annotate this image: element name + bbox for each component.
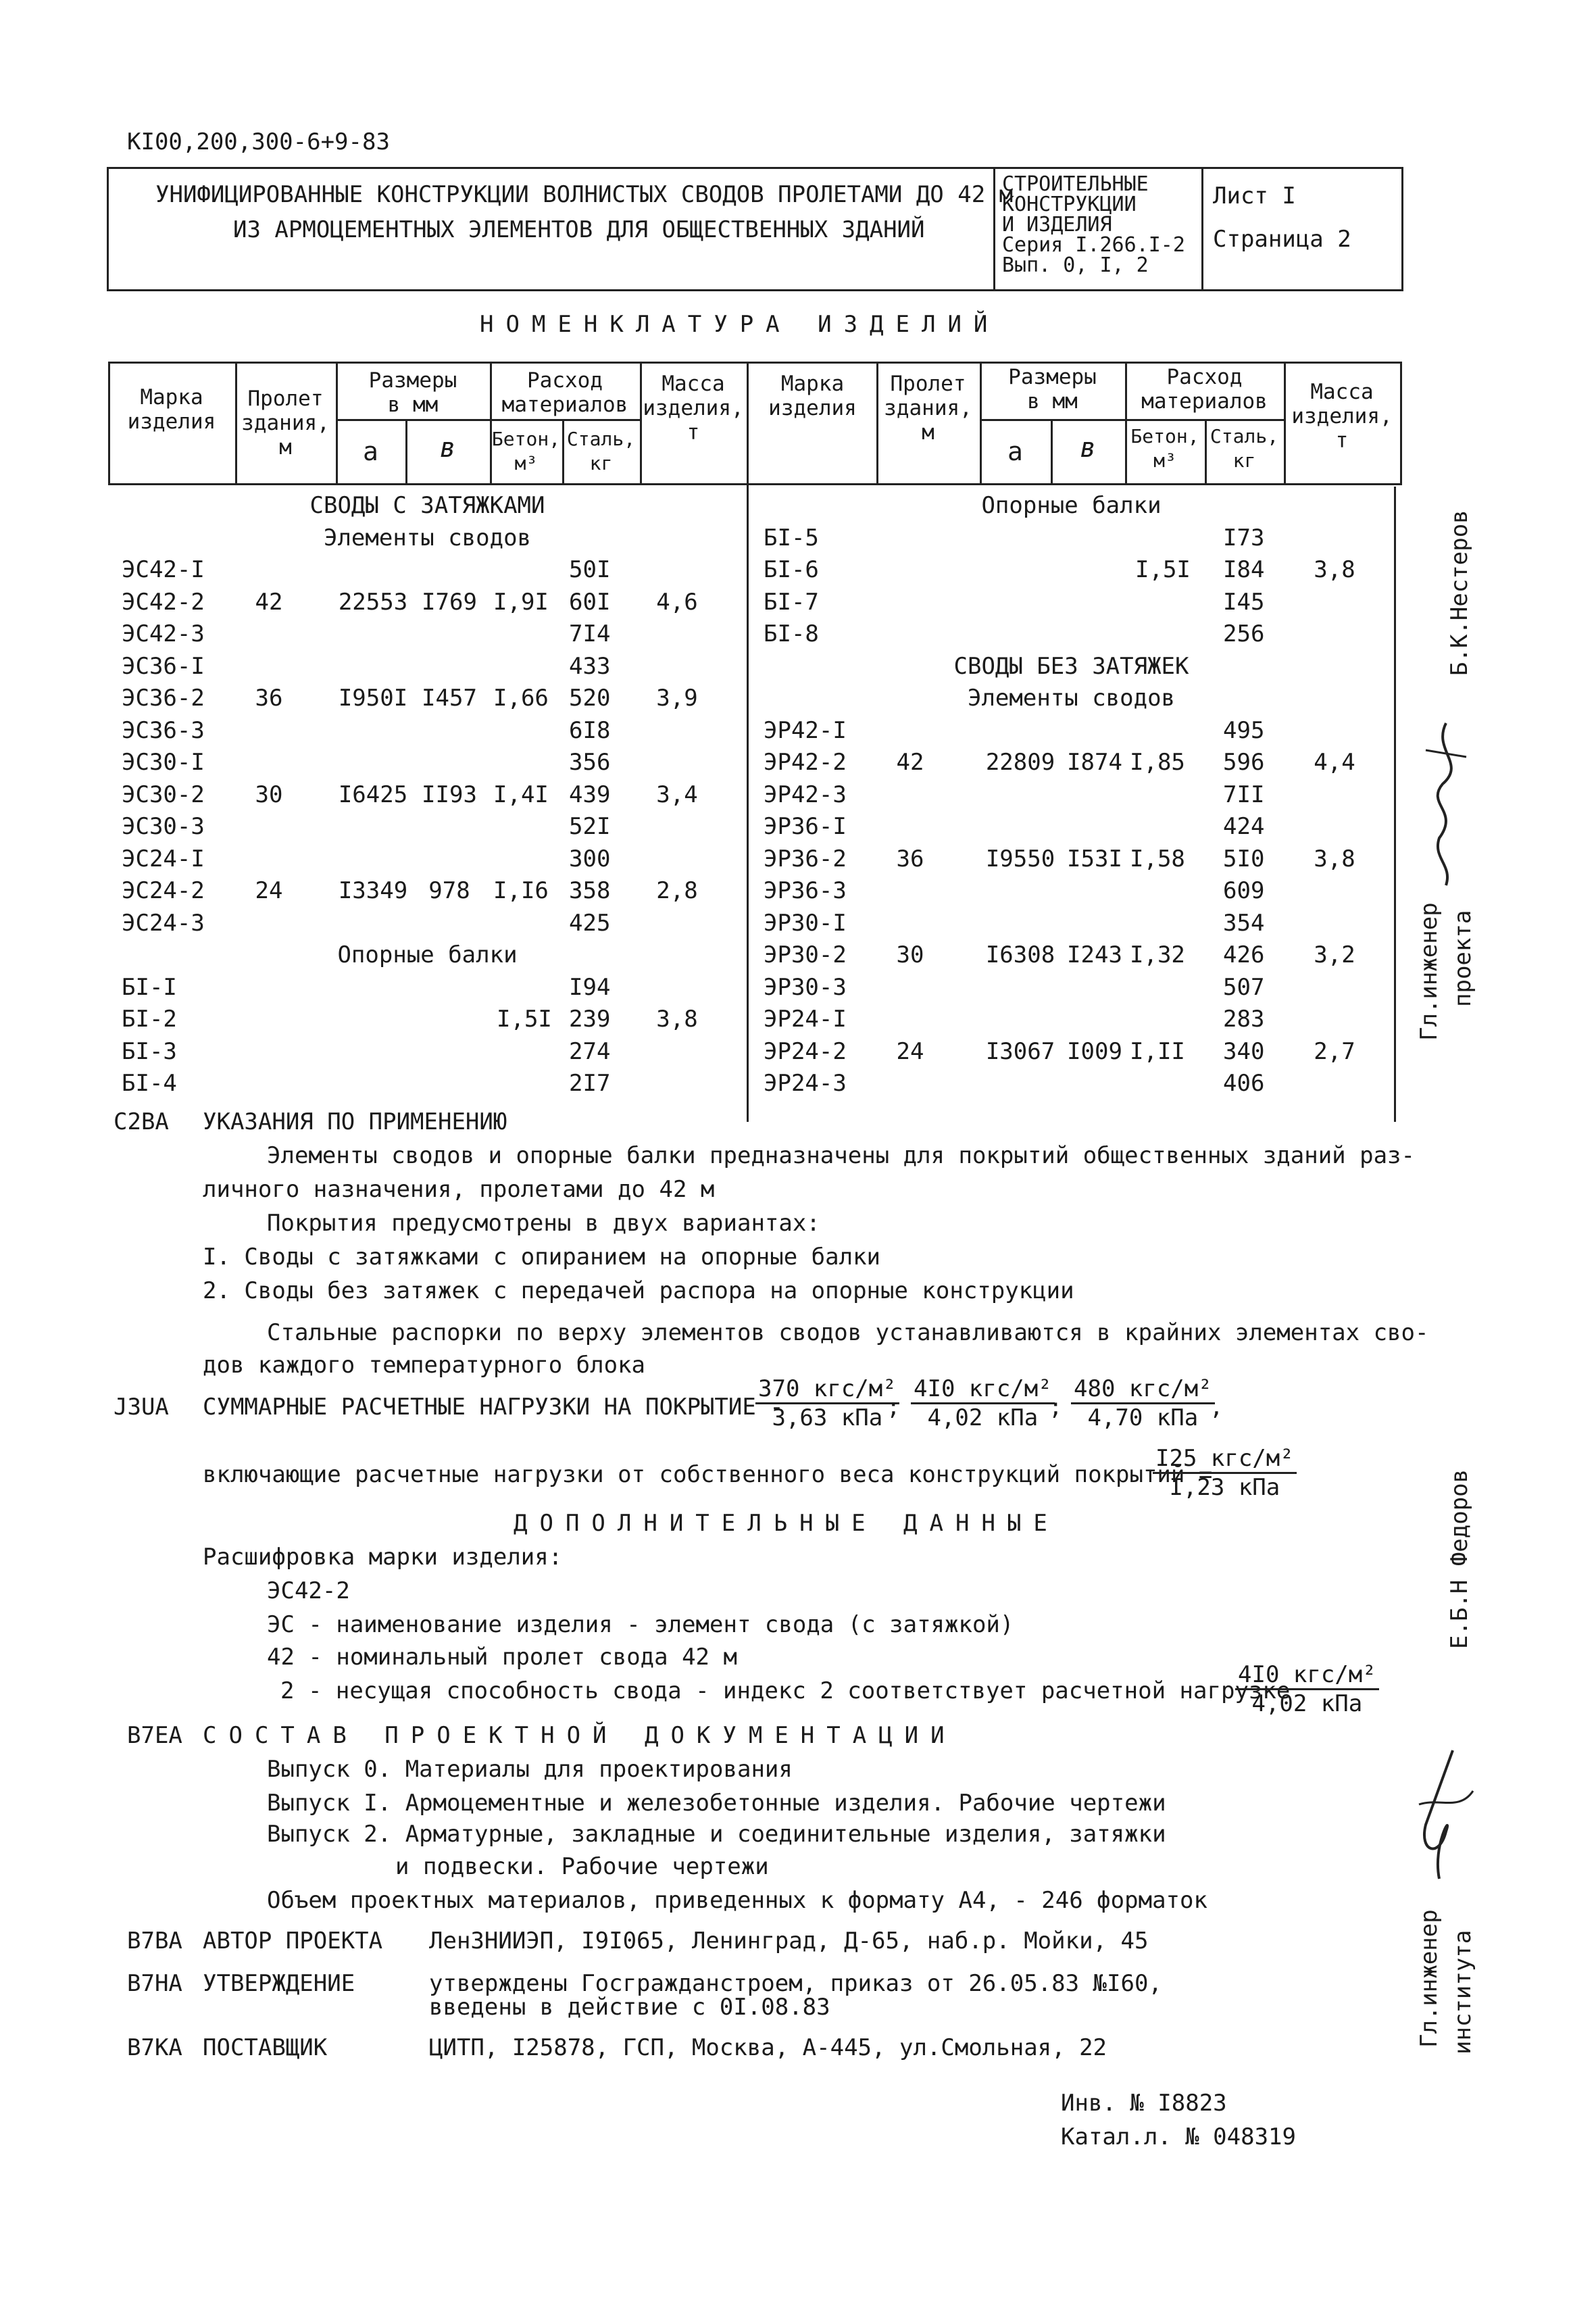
subheader-line-left bbox=[336, 419, 640, 421]
load-2-den: 4,02 кПа bbox=[927, 1404, 1039, 1431]
col-mark-l1: Марка bbox=[140, 385, 203, 410]
series-line-3: И ИЗДЕЛИЯ bbox=[1002, 213, 1112, 237]
table-row-b: I53I bbox=[1067, 845, 1122, 872]
table-row-mark: БI-8 bbox=[764, 620, 819, 647]
col-mass-left bbox=[640, 372, 747, 445]
header-sheet: Лист I bbox=[1213, 182, 1296, 210]
table-row-mark: БI-4 bbox=[122, 1070, 177, 1097]
table-row-steel: 239 bbox=[569, 1006, 611, 1033]
table-top-border bbox=[108, 362, 1402, 364]
table-row-span: 30 bbox=[896, 941, 924, 968]
col-a-left: а bbox=[363, 437, 378, 466]
load-4-den: I,23 кПа bbox=[1169, 1474, 1280, 1501]
additional-l4: 42 - номинальный пролет свода 42 м bbox=[267, 1644, 737, 1671]
nomenclature-title: НОМЕНКЛАТУРА ИЗДЕЛИЙ bbox=[480, 311, 1000, 338]
col-dims-l1: Размеры bbox=[368, 368, 457, 393]
table-row-mark: ЭС24-2 bbox=[122, 877, 205, 904]
table-row-mark: ЭС36-3 bbox=[122, 716, 205, 744]
col-concrete-right bbox=[1125, 424, 1205, 473]
approval-code: B7HA bbox=[127, 1970, 182, 1997]
additional-num: 4I0 кгс/м² bbox=[1235, 1661, 1379, 1690]
table-row-mass: 3,4 bbox=[656, 781, 698, 808]
table-row-b: I769 bbox=[422, 588, 477, 616]
col-cons-l2: материалов bbox=[1141, 389, 1268, 414]
col-dims-l2: в мм bbox=[1027, 389, 1078, 414]
table-right-edge bbox=[1394, 487, 1396, 1122]
table-row-a: I6425 bbox=[338, 781, 408, 808]
additional-l1: Расшифровка марки изделия: bbox=[203, 1544, 563, 1571]
usage-p2: Покрытия предусмотрены в двух вариантах: bbox=[267, 1210, 820, 1237]
table-row-b: I874 bbox=[1067, 749, 1122, 776]
left-beams-title: Опорные балки bbox=[337, 941, 518, 968]
load-3-num: 480 кгс/м² bbox=[1071, 1375, 1215, 1404]
table-row-steel: 6I8 bbox=[569, 716, 611, 744]
header-title-line2: ИЗ АРМОЦЕМЕНТНЫХ ЭЛЕМЕНТОВ ДЛЯ ОБЩЕСТВЕННЫХ ЗДАНИЙ bbox=[233, 216, 925, 243]
table-row-steel: 425 bbox=[569, 909, 611, 937]
col-steel-l2: кг bbox=[589, 452, 613, 474]
table-row-span: 24 bbox=[896, 1037, 924, 1065]
table-row-a: I3067 bbox=[985, 1037, 1055, 1065]
col-mark-l2: изделия bbox=[768, 396, 857, 420]
table-row-steel: 356 bbox=[569, 749, 611, 776]
load-fraction-1 bbox=[755, 1375, 899, 1431]
table-row-mass: 3,2 bbox=[1314, 941, 1355, 968]
col-cons-l1: Расход bbox=[527, 368, 603, 393]
margin-role1-l1: Гл.инженер bbox=[1416, 902, 1443, 1041]
table-row-mark: ЭС30-3 bbox=[122, 813, 205, 840]
table-row-mass: 2,7 bbox=[1314, 1037, 1355, 1065]
table-header-bottom bbox=[108, 483, 1402, 485]
table-row-steel: I73 bbox=[1223, 524, 1265, 551]
document-code: KI00,200,300-6+9-83 bbox=[127, 128, 390, 155]
left-subsection-title: Элементы сводов bbox=[323, 524, 532, 551]
col-concrete-l2: м³ bbox=[514, 452, 538, 474]
col-mass-l3: т bbox=[1335, 428, 1349, 453]
table-row-a: I9550 bbox=[985, 845, 1055, 872]
table-right-border bbox=[1400, 362, 1402, 485]
approval-label: УТВЕРЖДЕНИЕ bbox=[203, 1970, 355, 1997]
table-row-mark: БI-2 bbox=[122, 1006, 177, 1033]
header-title-line1: УНИФИЦИРОВАННЫЕ КОНСТРУКЦИИ ВОЛНИСТЫХ СВОДОВ ПРОЛЕТАМИ ДО 42 м bbox=[155, 181, 1014, 208]
composition-l3: Выпуск 2. Арматурные, закладные и соединительные изделия, затяжки bbox=[267, 1821, 1166, 1848]
table-row-steel: 439 bbox=[569, 781, 611, 808]
col-steel-l2: кг bbox=[1232, 449, 1256, 472]
table-row-b: I457 bbox=[422, 685, 477, 712]
col-steel-left bbox=[562, 427, 640, 476]
table-row-concrete: I,58 bbox=[1130, 845, 1185, 872]
table-row-steel: I45 bbox=[1223, 588, 1265, 616]
table-row-a: 22553 bbox=[338, 588, 408, 616]
col-mass-l1: Масса bbox=[1310, 380, 1374, 404]
supplier-value: ЦИТП, I25878, ГСП, Москва, А-445, ул.Смольная, 22 bbox=[429, 2034, 1107, 2061]
table-row-steel: 495 bbox=[1223, 716, 1265, 744]
table-row-steel: 274 bbox=[569, 1037, 611, 1065]
load-fraction-3 bbox=[1071, 1375, 1215, 1431]
table-row-span: 42 bbox=[896, 749, 924, 776]
table-row-b: 978 bbox=[428, 877, 470, 904]
table-row-mass: 2,8 bbox=[656, 877, 698, 904]
usage-p1-line1: Элементы сводов и опорные балки предназначены для покрытий общественных зданий раз- bbox=[267, 1142, 1415, 1169]
table-row-steel: 300 bbox=[569, 845, 611, 872]
table-row-mark: ЭС42-I bbox=[122, 556, 205, 583]
col-dims-right bbox=[980, 365, 1125, 414]
usage-title: УКАЗАНИЯ ПО ПРИМЕНЕНИЮ bbox=[203, 1108, 507, 1135]
table-row-steel: 60I bbox=[569, 588, 611, 616]
col-mass-l3: т bbox=[687, 420, 700, 445]
col-consumption-left bbox=[490, 368, 640, 417]
table-row-mark: БI-I bbox=[122, 973, 177, 1001]
signature-1 bbox=[1405, 710, 1487, 892]
inventory-number: Инв. № I8823 bbox=[1061, 2090, 1227, 2117]
table-row-mass: 4,4 bbox=[1314, 749, 1355, 776]
table-row-concrete: I,4I bbox=[493, 781, 549, 808]
table-row-span: 36 bbox=[896, 845, 924, 872]
usage-p5-line2: дов каждого температурного блока bbox=[203, 1352, 646, 1379]
load-2-num: 4I0 кгс/м² bbox=[911, 1375, 1055, 1404]
col-dims-l2: в мм bbox=[387, 393, 439, 417]
table-row-concrete: I,66 bbox=[493, 685, 549, 712]
table-row-mass: 3,8 bbox=[656, 1006, 698, 1033]
table-row-b: I009 bbox=[1067, 1037, 1122, 1065]
header-series-block bbox=[1002, 174, 1185, 276]
table-row-mark: ЭС24-3 bbox=[122, 909, 205, 937]
catalog-number: Катал.л. № 048319 bbox=[1061, 2123, 1296, 2150]
table-row-steel: 340 bbox=[1223, 1037, 1265, 1065]
table-row-span: 30 bbox=[255, 781, 283, 808]
table-row-concrete: I,9I bbox=[493, 588, 549, 616]
table-row-steel: 256 bbox=[1223, 620, 1265, 647]
col-steel-right bbox=[1205, 424, 1284, 473]
table-row-mark: ЭС24-I bbox=[122, 845, 205, 872]
table-middle-divider bbox=[747, 362, 749, 1122]
table-row-concrete: I,I6 bbox=[493, 877, 549, 904]
load-sep-1: ; bbox=[887, 1394, 901, 1421]
table-row-steel: 358 bbox=[569, 877, 611, 904]
table-row-mark: ЭР30-3 bbox=[764, 973, 847, 1001]
margin-name-2: Е.Б.Н Федоров bbox=[1446, 1469, 1473, 1649]
supplier-code: B7KA bbox=[127, 2034, 182, 2061]
usage-p5-line1: Стальные распорки по верху элементов сводов устанавливаются в крайних элементах сво- bbox=[267, 1319, 1429, 1346]
supplier-label: ПОСТАВЩИК bbox=[203, 2034, 328, 2061]
col-span-l1: Пролет bbox=[247, 387, 324, 411]
right-subsection-title: Элементы сводов bbox=[967, 685, 1176, 712]
col-steel-l1: Сталь, bbox=[566, 428, 636, 450]
col-dims-left bbox=[336, 368, 490, 417]
table-row-steel: 7I4 bbox=[569, 620, 611, 647]
right-section-title: СВОДЫ БЕЗ ЗАТЯЖЕК bbox=[953, 652, 1189, 680]
additional-l3: ЭС - наименование изделия - элемент свода (с затяжкой) bbox=[267, 1611, 1014, 1638]
table-row-steel: 2I7 bbox=[569, 1070, 611, 1097]
col-cons-l1: Расход bbox=[1166, 365, 1243, 389]
additional-fraction bbox=[1235, 1661, 1379, 1717]
load-end: , bbox=[1210, 1394, 1224, 1421]
additional-l2: ЭС42-2 bbox=[267, 1577, 350, 1604]
table-row-span: 42 bbox=[255, 588, 283, 616]
col-concrete-l1: Бетон, bbox=[1130, 425, 1199, 447]
approval-l2: введены в действие с 0I.08.83 bbox=[429, 1994, 830, 2021]
subheader-line-right bbox=[980, 419, 1284, 421]
usage-p4: 2. Своды без затяжек с передачей распора на опорные конструкции bbox=[203, 1277, 1074, 1304]
table-row-span: 36 bbox=[255, 685, 283, 712]
composition-title: СОСТАВ ПРОЕКТНОЙ ДОКУМЕНТАЦИИ bbox=[203, 1722, 957, 1749]
table-row-steel: 507 bbox=[1223, 973, 1265, 1001]
table-row-steel: 52I bbox=[569, 813, 611, 840]
col-span-l1: Пролет bbox=[890, 372, 966, 396]
series-line-2: КОНСТРУКЦИИ bbox=[1002, 193, 1137, 216]
col-mass-l1: Масса bbox=[662, 372, 725, 396]
loads-label: СУММАРНЫЕ РАСЧЕТНЫЕ НАГРУЗКИ НА ПОКРЫТИЕ - bbox=[203, 1394, 784, 1421]
table-row-steel: 609 bbox=[1223, 877, 1265, 904]
table-row-steel: 433 bbox=[569, 652, 611, 680]
col-span-left bbox=[235, 387, 336, 460]
series-line-1: СТРОИТЕЛЬНЫЕ bbox=[1002, 172, 1149, 196]
margin-role2-l2: института bbox=[1449, 1929, 1476, 2054]
table-row-a: I950I bbox=[338, 685, 408, 712]
table-row-mark: ЭС30-2 bbox=[122, 781, 205, 808]
table-row-mark: БI-7 bbox=[764, 588, 819, 616]
load-3-den: 4,70 кПа bbox=[1087, 1404, 1199, 1431]
table-row-mass: 3,8 bbox=[1314, 845, 1355, 872]
table-row-mass: 4,6 bbox=[656, 588, 698, 616]
table-row-steel: 283 bbox=[1223, 1006, 1265, 1033]
table-row-concrete: I,32 bbox=[1130, 941, 1185, 968]
composition-l2: Выпуск I. Армоцементные и железобетонные изделия. Рабочие чертежи bbox=[267, 1790, 1166, 1817]
table-row-mark: БI-6 bbox=[764, 556, 819, 583]
usage-p3: I. Своды с затяжками с опиранием на опорные балки bbox=[203, 1244, 881, 1271]
table-row-steel: 354 bbox=[1223, 909, 1265, 937]
usage-code: C2BA bbox=[114, 1108, 169, 1135]
col-b-left: в bbox=[439, 433, 456, 464]
col-steel-l1: Сталь, bbox=[1210, 425, 1279, 447]
composition-l1: Выпуск 0. Материалы для проектирования bbox=[267, 1756, 793, 1783]
table-row-steel: I94 bbox=[569, 973, 611, 1001]
col-mark-l2: изделия bbox=[127, 410, 216, 434]
load-fraction-2 bbox=[911, 1375, 1055, 1431]
col-span-l3: м bbox=[279, 435, 292, 460]
col-b-right: в bbox=[1079, 433, 1097, 464]
series-line-4: Серия I.266.I-2 bbox=[1002, 233, 1185, 257]
table-row-mark: ЭР36-3 bbox=[764, 877, 847, 904]
table-row-mark: ЭР42-2 bbox=[764, 749, 847, 776]
col-a-right: а bbox=[1007, 437, 1023, 466]
approval-l1: утверждены Госгражданстроем, приказ от 26.05.83 №I60, bbox=[429, 1970, 1162, 1997]
composition-l5: Объем проектных материалов, приведенных к формату А4, - 246 форматок bbox=[267, 1887, 1207, 1914]
table-row-mass: 3,8 bbox=[1314, 556, 1355, 583]
table-row-mark: ЭС42-3 bbox=[122, 620, 205, 647]
col-cons-l2: материалов bbox=[501, 393, 628, 417]
header-page: Страница 2 bbox=[1213, 226, 1351, 253]
col-mark-left bbox=[108, 385, 235, 434]
load-fraction-4 bbox=[1153, 1445, 1297, 1501]
margin-name-1: Б.К.Нестеров bbox=[1446, 510, 1473, 676]
signature-2 bbox=[1399, 1744, 1487, 1892]
table-row-steel: 406 bbox=[1223, 1070, 1265, 1097]
col-mark-right bbox=[749, 372, 876, 420]
col-mark-l1: Марка bbox=[780, 372, 845, 396]
col-concrete-l1: Бетон, bbox=[491, 428, 561, 450]
col-concrete-l2: м³ bbox=[1153, 449, 1176, 472]
table-row-mass: 3,9 bbox=[656, 685, 698, 712]
author-label: АВТОР ПРОЕКТА bbox=[203, 1927, 383, 1954]
table-row-mark: ЭР36-I bbox=[764, 813, 847, 840]
table-row-mark: ЭР30-I bbox=[764, 909, 847, 937]
table-row-mark: ЭС36-2 bbox=[122, 685, 205, 712]
table-row-mark: ЭР30-2 bbox=[764, 941, 847, 968]
table-row-steel: 50I bbox=[569, 556, 611, 583]
additional-l5: 2 - несущая способность свода - индекс 2 соответствует расчетной нагрузке bbox=[280, 1677, 1291, 1704]
table-row-mark: ЭР42-3 bbox=[764, 781, 847, 808]
load-4-num: I25 кгс/м² bbox=[1153, 1445, 1297, 1474]
table-row-concrete: I,5I bbox=[1135, 556, 1191, 583]
table-row-span: 24 bbox=[255, 877, 283, 904]
series-line-5: Вып. 0, I, 2 bbox=[1002, 253, 1149, 277]
table-row-concrete: I,5I bbox=[497, 1006, 552, 1033]
table-row-steel: 426 bbox=[1223, 941, 1265, 968]
table-row-steel: 596 bbox=[1223, 749, 1265, 776]
table-row-a: I6308 bbox=[985, 941, 1055, 968]
table-row-a: 22809 bbox=[985, 749, 1055, 776]
table-row-steel: 520 bbox=[569, 685, 611, 712]
usage-p1-line2: личного назначения, пролетами до 42 м bbox=[203, 1176, 715, 1203]
table-row-steel: 424 bbox=[1223, 813, 1265, 840]
table-row-mark: ЭС30-I bbox=[122, 749, 205, 776]
loads-incl-label: включающие расчетные нагрузки от собственного веса конструкций покрытий = bbox=[203, 1461, 1213, 1488]
table-row-mark: ЭР24-3 bbox=[764, 1070, 847, 1097]
margin-role1-l2: проекта bbox=[1449, 910, 1476, 1007]
load-1-den: 3,63 кПа bbox=[772, 1404, 883, 1431]
table-row-mark: ЭР24-2 bbox=[764, 1037, 847, 1065]
table-row-b: II93 bbox=[422, 781, 477, 808]
table-row-mark: ЭР36-2 bbox=[764, 845, 847, 872]
col-span-l3: м bbox=[922, 420, 934, 445]
composition-code: B7EA bbox=[127, 1722, 182, 1749]
table-row-mark: БI-5 bbox=[764, 524, 819, 551]
table-row-steel: 5I0 bbox=[1223, 845, 1265, 872]
additional-title: ДОПОЛНИТЕЛЬНЫЕ ДАННЫЕ bbox=[514, 1510, 1059, 1537]
table-row-mark: ЭР24-I bbox=[764, 1006, 847, 1033]
composition-l4: и подвески. Рабочие чертежи bbox=[395, 1853, 769, 1880]
loads-code: J3UA bbox=[114, 1394, 169, 1421]
col-consumption-right bbox=[1125, 365, 1284, 414]
col-mass-l2: изделия, bbox=[1291, 404, 1393, 428]
author-value: ЛенЗНИИЭП, I9I065, Ленинград, Д-65, наб.р. Мойки, 45 bbox=[429, 1927, 1149, 1954]
table-row-concrete: I,85 bbox=[1130, 749, 1185, 776]
col-concrete-left bbox=[490, 427, 562, 476]
table-row-mark: ЭС36-I bbox=[122, 652, 205, 680]
col-mass-right bbox=[1284, 380, 1400, 453]
col-span-l2: здания, bbox=[241, 411, 330, 435]
margin-role2-l1: Гл.инженер bbox=[1416, 1909, 1443, 2048]
table-row-a: I3349 bbox=[338, 877, 408, 904]
table-row-steel: 7II bbox=[1223, 781, 1265, 808]
table-row-concrete: I,II bbox=[1130, 1037, 1185, 1065]
table-row-mark: БI-3 bbox=[122, 1037, 177, 1065]
col-span-right bbox=[876, 372, 980, 445]
right-beams-title: Опорные балки bbox=[981, 492, 1162, 519]
table-row-steel: I84 bbox=[1223, 556, 1265, 583]
left-section-title: СВОДЫ С ЗАТЯЖКАМИ bbox=[309, 492, 545, 519]
table-row-mark: ЭР42-I bbox=[764, 716, 847, 744]
additional-den: 4,02 кПа bbox=[1251, 1690, 1363, 1717]
load-sep-2: ; bbox=[1049, 1394, 1063, 1421]
author-code: B7BA bbox=[127, 1927, 182, 1954]
load-1-num: 370 кгс/м² bbox=[755, 1375, 899, 1404]
col-mass-l2: изделия, bbox=[643, 396, 744, 420]
col-dims-l1: Размеры bbox=[1008, 365, 1097, 389]
col-span-l2: здания, bbox=[884, 396, 972, 420]
table-row-b: I243 bbox=[1067, 941, 1122, 968]
table-row-mark: ЭС42-2 bbox=[122, 588, 205, 616]
header-divider-2 bbox=[1201, 167, 1203, 291]
